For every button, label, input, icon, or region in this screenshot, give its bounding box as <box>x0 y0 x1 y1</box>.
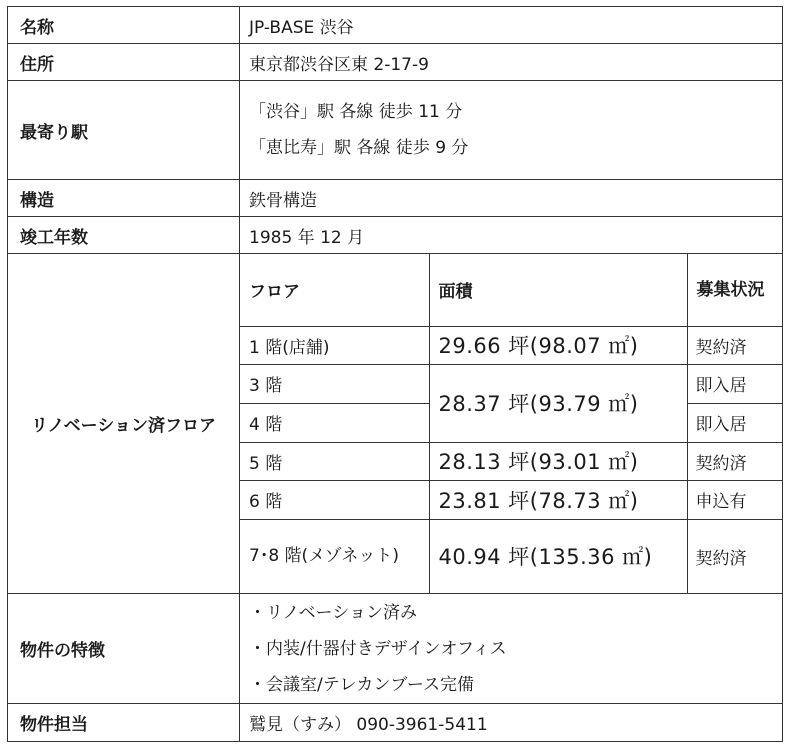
area-cell: 40.94 坪(135.36 ㎡) <box>429 519 687 593</box>
floor-table-header <box>240 254 783 326</box>
name-value: JP-BASE 渋谷 <box>240 7 783 44</box>
station-line: 「渋谷」駅 各線 徒歩 11 分 <box>249 102 463 122</box>
floor-table-cell <box>240 254 783 594</box>
structure-label: 構造 <box>8 180 240 217</box>
status-cell: 申込有 <box>687 480 783 519</box>
station-value <box>240 81 783 180</box>
table-row <box>240 480 783 519</box>
name-label: 名称 <box>8 7 240 44</box>
floor-table <box>240 254 783 593</box>
feature-item: ・内装/什器付きデザインオフィス <box>249 638 507 659</box>
floor-cell: 4 階 <box>240 403 429 442</box>
station-label: 最寄り駅 <box>8 81 240 180</box>
station-line: 「恵比寿」駅 各線 徒歩 9 分 <box>249 138 469 158</box>
built-value: 1985 年 12 月 <box>240 217 783 254</box>
table-row <box>240 326 783 364</box>
status-header: 募集状況 <box>687 254 783 326</box>
table-row <box>240 442 783 480</box>
status-cell: 即入居 <box>687 364 783 403</box>
status-cell: 即入居 <box>687 403 783 442</box>
contact-value: 鷲見（すみ） 090-3961-5411 <box>240 704 783 742</box>
row-address <box>8 44 783 81</box>
status-cell: 契約済 <box>687 326 783 364</box>
area-cell: 28.13 坪(93.01 ㎡) <box>429 442 687 480</box>
table-row <box>240 519 783 593</box>
floor-header: フロア <box>240 254 429 326</box>
status-cell: 契約済 <box>687 442 783 480</box>
renovated-label: リノベーション済フロア <box>8 254 240 594</box>
area-header: 面積 <box>429 254 687 326</box>
area-cell: 28.37 坪(93.79 ㎡) <box>429 364 687 442</box>
features-label: 物件の特徴 <box>8 594 240 704</box>
area-cell: 23.81 坪(78.73 ㎡) <box>429 480 687 519</box>
area-cell: 29.66 坪(98.07 ㎡) <box>429 326 687 364</box>
row-renovated <box>8 254 783 594</box>
floor-cell: 1 階(店舗) <box>240 326 429 364</box>
contact-label: 物件担当 <box>8 704 240 742</box>
built-label: 竣工年数 <box>8 217 240 254</box>
status-cell: 契約済 <box>687 519 783 593</box>
row-features <box>8 594 783 704</box>
row-name <box>8 7 783 44</box>
feature-item: ・リノベーション済み <box>249 602 417 623</box>
property-info-table <box>7 6 783 742</box>
row-contact <box>8 704 783 742</box>
feature-item: ・会議室/テレカンブース完備 <box>249 674 475 695</box>
floor-cell: 6 階 <box>240 480 429 519</box>
floor-cell: 5 階 <box>240 442 429 480</box>
features-value <box>240 594 783 704</box>
row-built <box>8 217 783 254</box>
structure-value: 鉄骨構造 <box>240 180 783 217</box>
address-value: 東京都渋谷区東 2-17-9 <box>240 44 783 81</box>
address-label: 住所 <box>8 44 240 81</box>
floor-cell: 7･8 階(メゾネット) <box>240 519 429 593</box>
row-station <box>8 81 783 180</box>
row-structure <box>8 180 783 217</box>
table-row <box>240 364 783 403</box>
floor-cell: 3 階 <box>240 364 429 403</box>
